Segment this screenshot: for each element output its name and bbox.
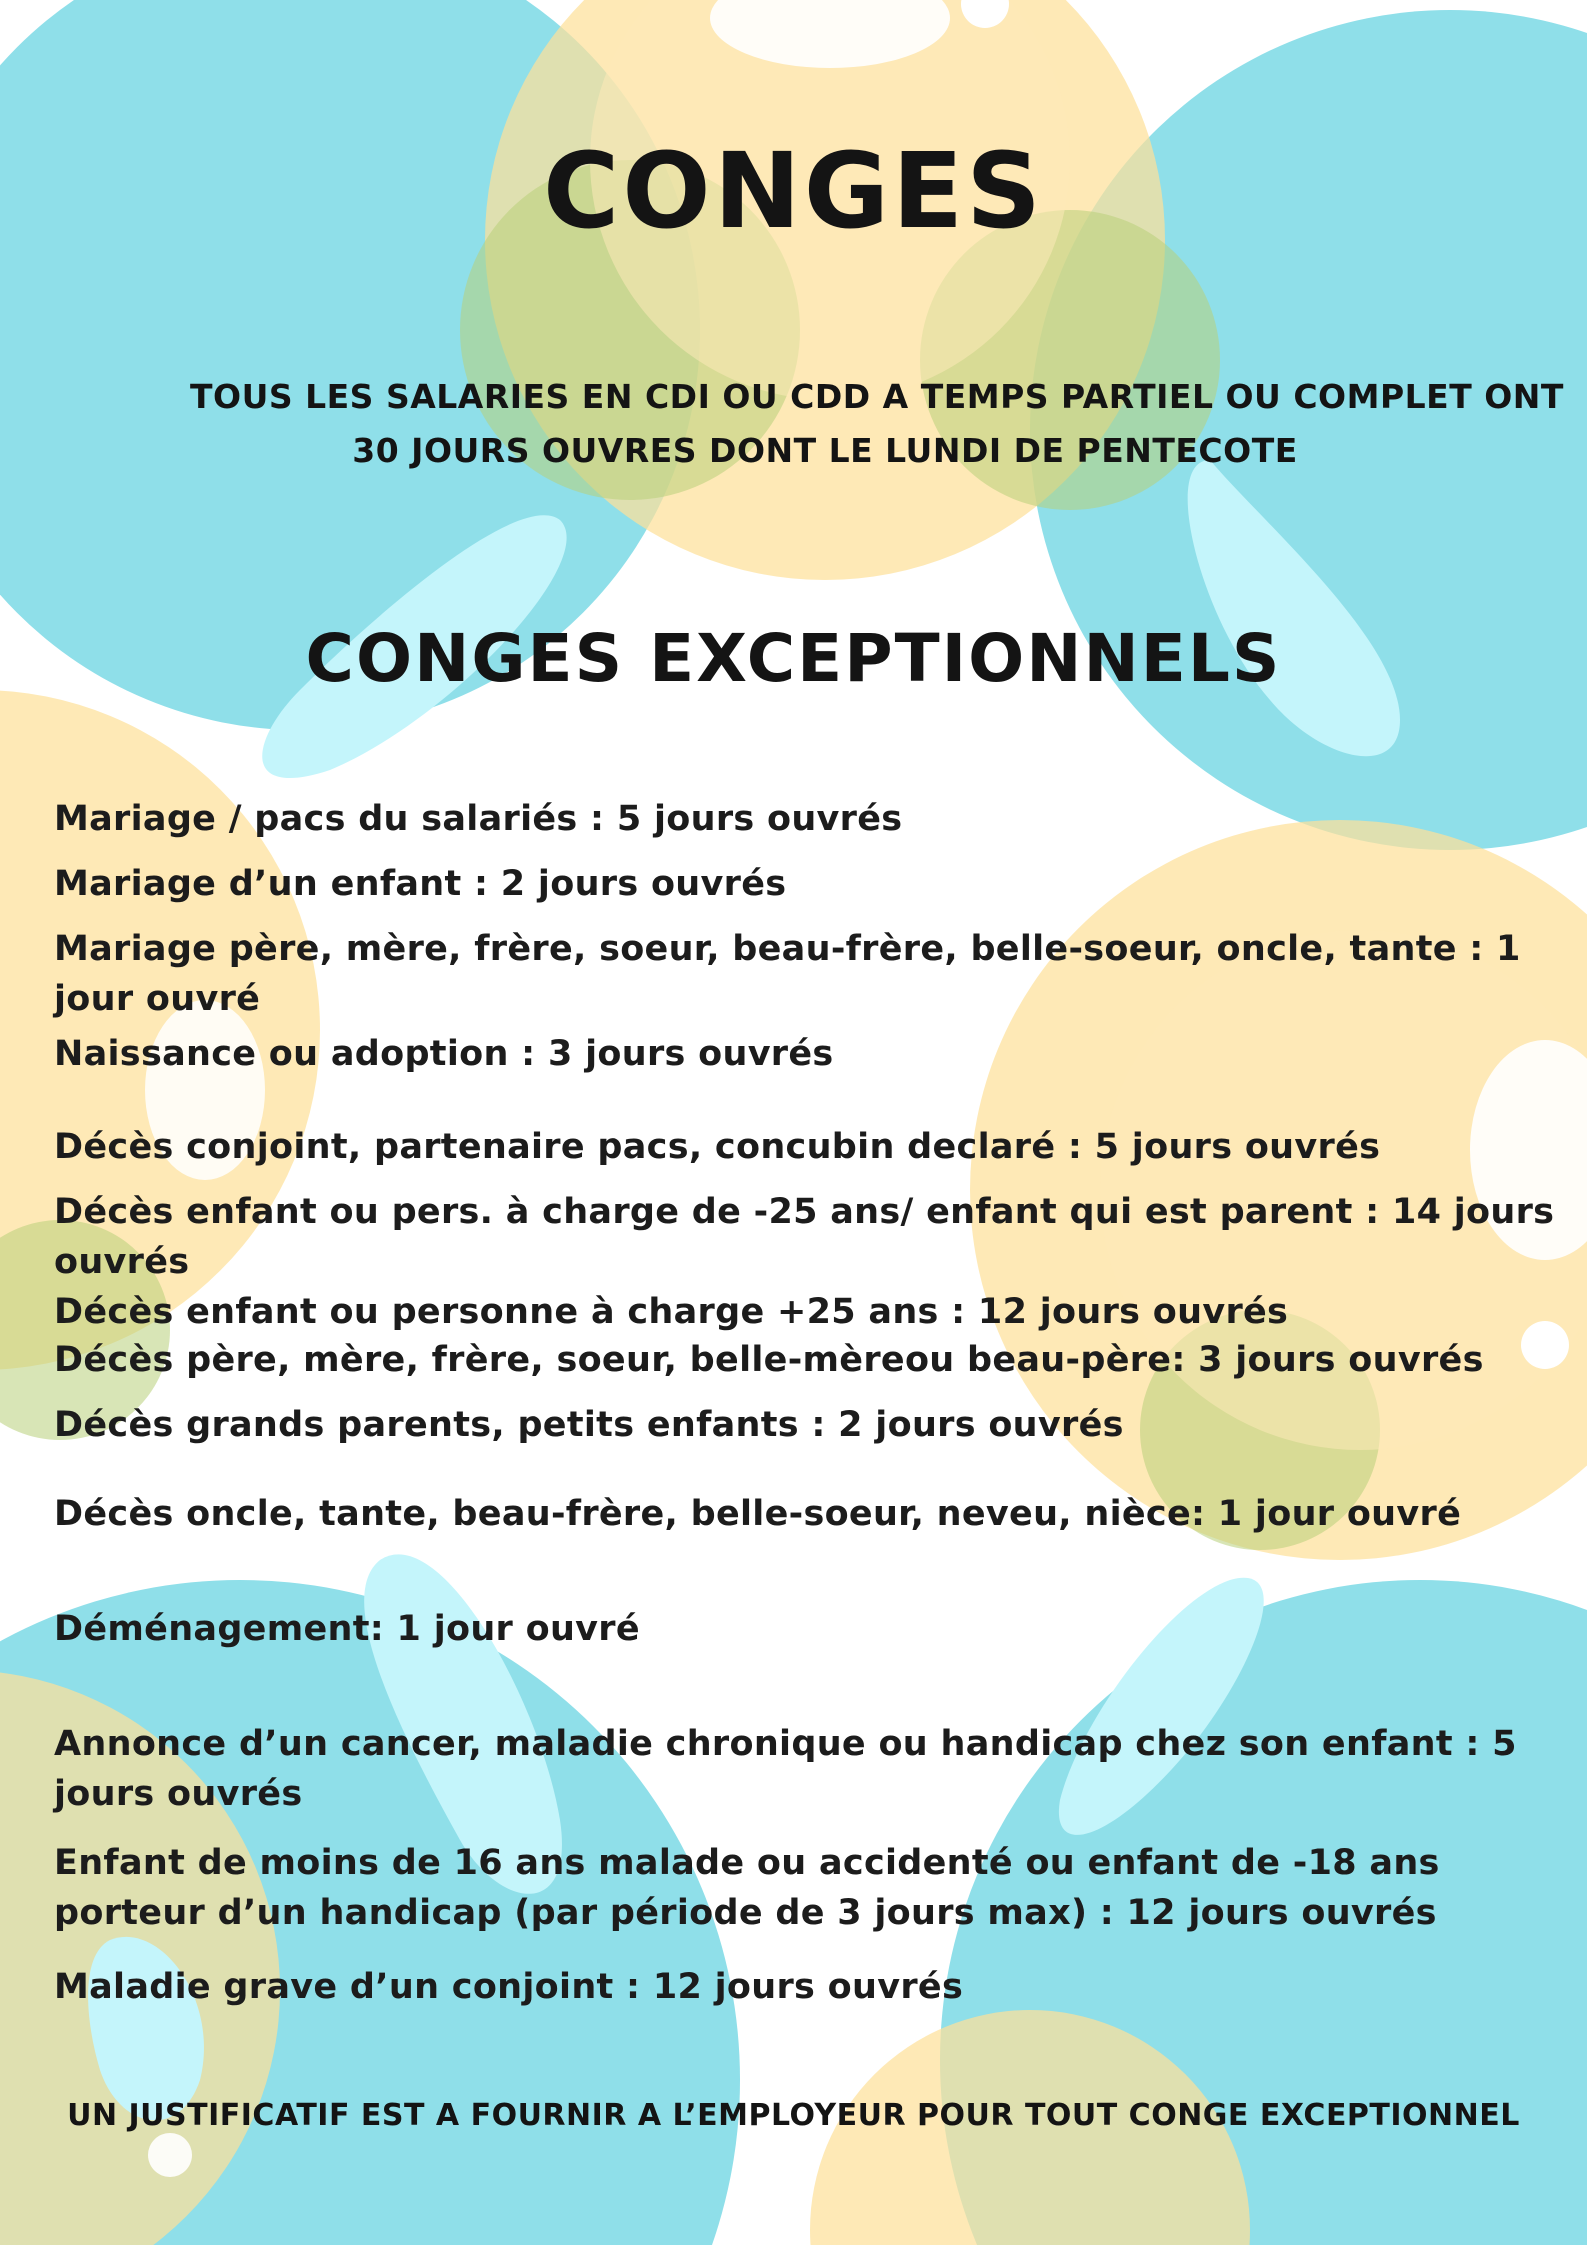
leave-item-death-parent: Décès père, mère, frère, soeur, belle-mèreou beau-père: 3 jours ouvrés (54, 1340, 1484, 1380)
leave-item-child-marriage: Mariage d’un enfant : 2 jours ouvrés (54, 864, 787, 904)
intro-line: TOUS LES SALARIES EN CDI OU CDD A TEMPS PARTIEL OU COMPLET ONT (190, 377, 1564, 416)
leave-item-marriage: Mariage / pacs du salariés : 5 jours ouvrés (54, 799, 903, 839)
leave-item-family-marriage: Mariage père, mère, frère, soeur, beau-frère, belle-soeur, oncle, tante : 1 jour ouvré (54, 929, 1521, 1019)
leave-item-death-dependent: Décès enfant ou personne à charge +25 ans : 12 jours ouvrés (54, 1292, 1289, 1332)
leave-item-moving: Déménagement: 1 jour ouvré (54, 1609, 640, 1649)
leave-item-spouse-illness: Maladie grave d’un conjoint : 12 jours ouvrés (54, 1967, 964, 2007)
leave-item-death-grandparent: Décès grands parents, petits enfants : 2 jours ouvrés (54, 1405, 1124, 1445)
section-title: CONGES EXCEPTIONNELS (305, 620, 1282, 697)
page-title: CONGES (542, 130, 1045, 252)
leave-item-death-child: Décès enfant ou pers. à charge de -25 ans/ enfant qui est parent : 14 jours ouvrés (54, 1192, 1555, 1282)
leave-item-death-relative: Décès oncle, tante, beau-frère, belle-soeur, neveu, nièce: 1 jour ouvré (54, 1494, 1462, 1534)
leave-item-death-spouse: Décès conjoint, partenaire pacs, concubin declaré : 5 jours ouvrés (54, 1127, 1381, 1167)
footer-note: UN JUSTIFICATIF EST A FOURNIR A L’EMPLOYEUR POUR TOUT CONGE EXCEPTIONNEL (67, 2098, 1520, 2133)
leave-item-birth: Naissance ou adoption : 3 jours ouvrés (54, 1034, 834, 1074)
intro-line: 30 JOURS OUVRES DONT LE LUNDI DE PENTECOTE (352, 431, 1298, 470)
intro-text (190, 370, 1564, 478)
leave-item-child-illness-announcement: Annonce d’un cancer, maladie chronique ou handicap chez son enfant : 5 jours ouvrés (54, 1724, 1517, 1814)
leave-item-sick-child: Enfant de moins de 16 ans malade ou accidenté ou enfant de -18 ans porteur d’un handicap (par période de 3 jours max) : 12 jours ouvrés (54, 1843, 1440, 1933)
